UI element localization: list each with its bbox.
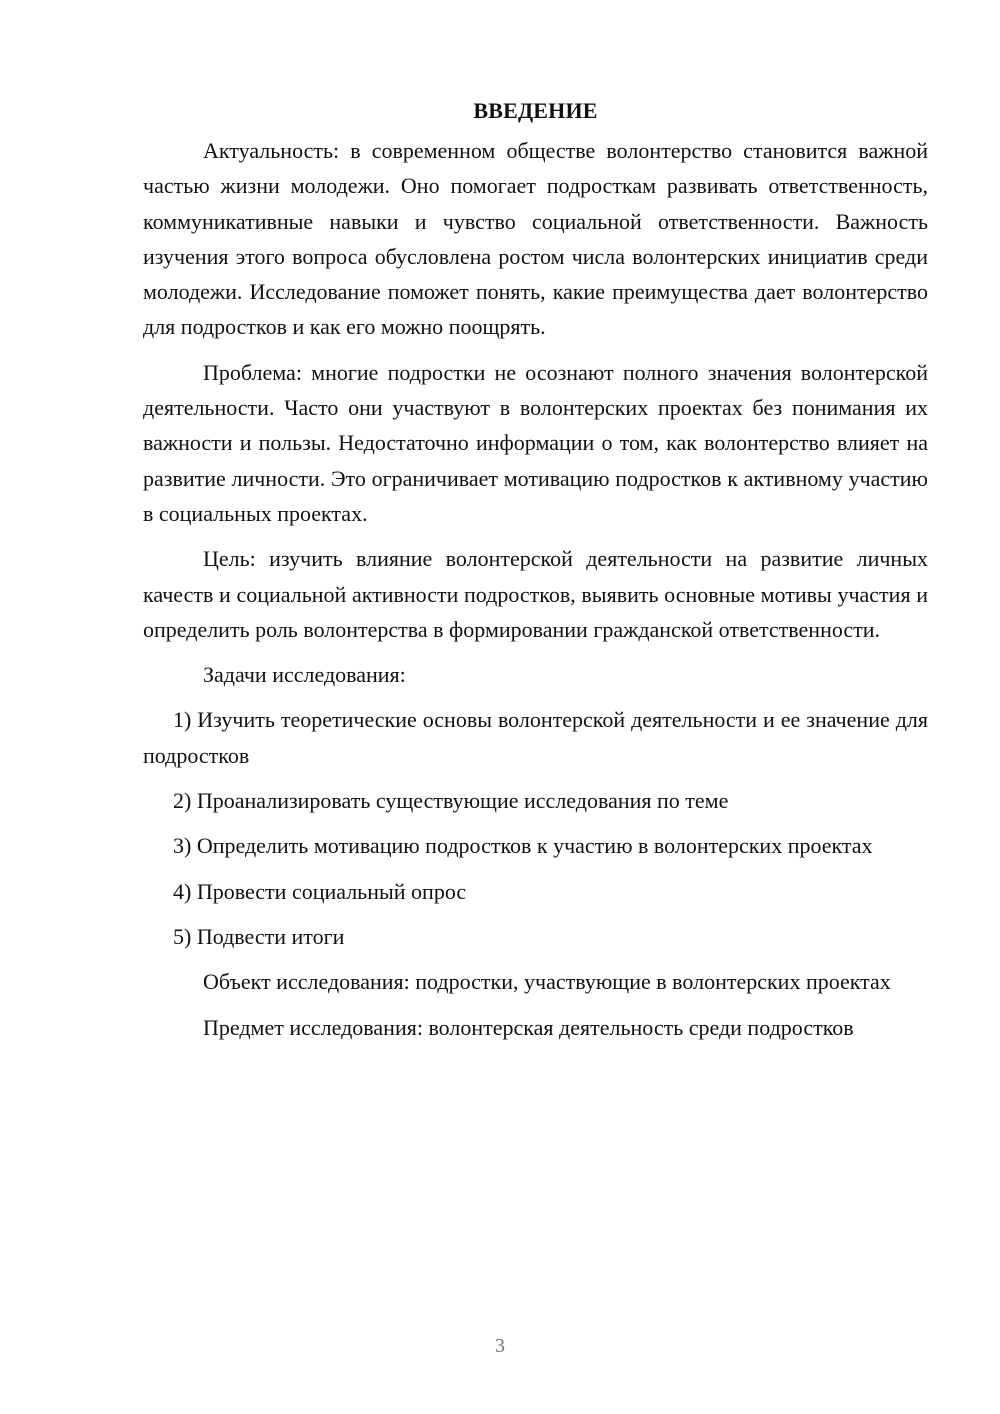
task-item: 5) Подвести итоги [173, 923, 345, 949]
task-item: 2) Проанализировать существующие исследования по теме [173, 788, 729, 814]
goal-paragraph: Цель: изучить влияние волонтерской деятельности на развитие личных качеств и социальной активности подростков, выявить основные мотивы участия и определить роль волонтерства в формировании гражданской ответственности. [143, 546, 928, 642]
relevance-paragraph: Актуальность: в современном обществе волонтерство становится важной частью жизни молодежи. Оно помогает подросткам развивать ответственность, коммуникативные навыки и чувство социальной ответственности. Важность изучения этого вопроса обусловлена ростом числа волонтерских инициатив среди молодежи. Исследование поможет понять, какие преимущества дает волонтерство для подростков и как его можно поощрять. [143, 138, 928, 340]
object-paragraph: Объект исследования: подростки, участвующие в волонтерских проектах [203, 969, 891, 995]
page-content [143, 93, 928, 1055]
task-item: 4) Провести социальный опрос [173, 878, 467, 904]
problem-paragraph: Проблема: многие подростки не осознают полного значения волонтерской деятельности. Часто они участвуют в волонтерских проектах без понимания их важности и пользы. Недостаточно информации о том, как волонтерство влияет на развитие личности. Это ограничивает мотивацию подростков к активному участию в социальных проектах. [143, 359, 928, 526]
subject-paragraph: Предмет исследования: волонтерская деятельность среди подростков [203, 1014, 854, 1040]
page-number: 3 [495, 1335, 505, 1357]
task-item: 3) Определить мотивацию подростков к участию в волонтерских проектах [173, 833, 873, 859]
tasks-heading: Задачи исследования: [203, 662, 406, 688]
page-title: ВВЕДЕНИЕ [473, 98, 598, 123]
task-item: 1) Изучить теоретические основы волонтерской деятельности и ее значение для подростков [143, 707, 928, 768]
